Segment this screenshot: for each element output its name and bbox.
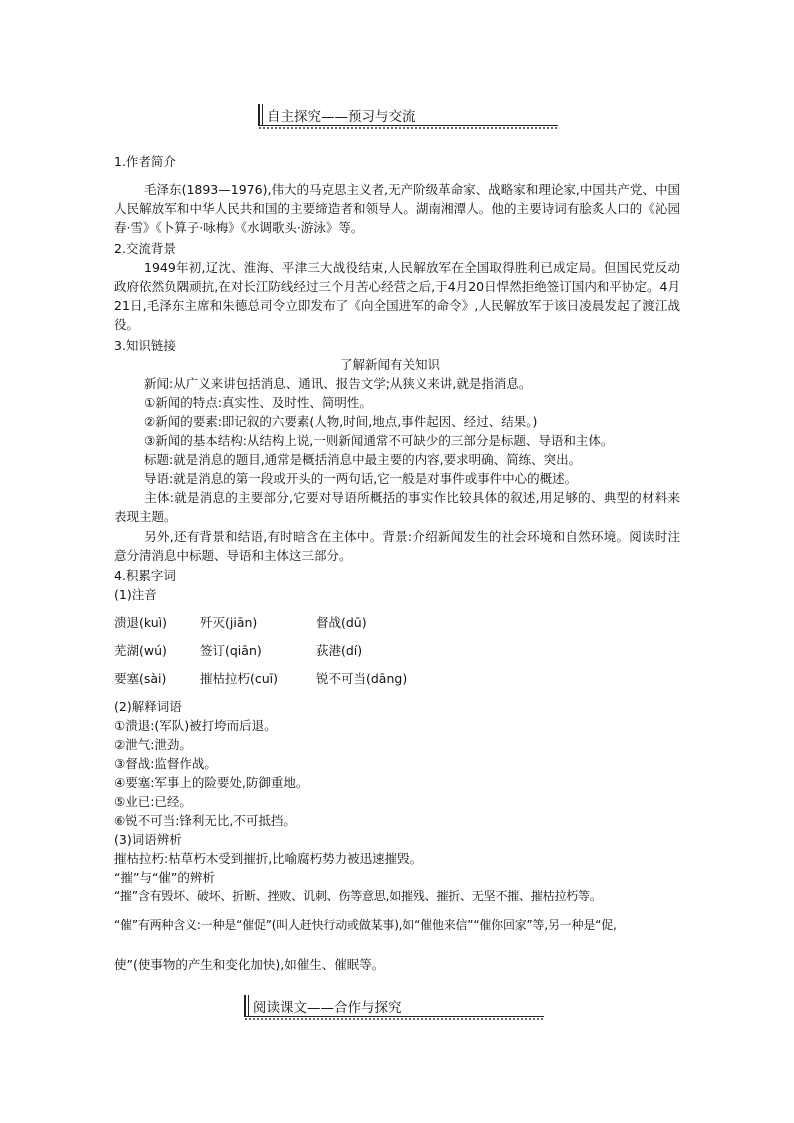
explanation-item: ③督战:监督作战。 xyxy=(114,756,217,771)
pinyin-item: 歼灭(jiān) xyxy=(200,615,258,630)
section-banner-2 xyxy=(244,993,544,1019)
author-intro-paragraph xyxy=(114,180,680,237)
pinyin-item: 要塞(sài) xyxy=(114,671,167,686)
heading-background: 2.交流背景 xyxy=(114,241,176,256)
knowledge-line: ②新闻的要素:即记叙的六要素(人物,时间,地点,事件起因、经过、结果。) xyxy=(144,414,538,429)
banner-dotted-line xyxy=(244,1018,544,1020)
knowledge-line: 新闻:从广义来讲包括消息、通讯、报告文学;从狭义来讲,就是指消息。 xyxy=(144,376,532,391)
explanation-item: ②泄气:泄劲。 xyxy=(114,737,192,752)
explanation-item: ⑤业已:已经。 xyxy=(114,794,192,809)
knowledge-line: 导语:就是消息的第一段或开头的一两句话,它一般是对事件或事件中心的概述。 xyxy=(144,471,578,486)
banner-underline xyxy=(244,1016,544,1017)
heading-author-intro: 1.作者简介 xyxy=(114,154,176,169)
knowledge-other-paragraph xyxy=(114,527,680,565)
banner-underline xyxy=(258,125,558,126)
subheading-pinyin: (1)注音 xyxy=(114,587,157,602)
pinyin-item: 摧枯拉朽(cuī) xyxy=(200,671,279,686)
subheading-explanations: (2)解释词语 xyxy=(114,699,182,714)
heading-vocabulary: 4.积累字词 xyxy=(114,568,176,583)
knowledge-body-text: 主体:就是消息的主要部分,它要对导语所概括的事实作比较具体的叙述,用足够的、典型的材料来表现主题。 xyxy=(114,490,680,524)
knowledge-other-text: 另外,还有背景和结语,有时暗含在主体中。背景:介绍新闻发生的社会环境和自然环境。阅读时注意分清消息中标题、导语和主体这三部分。 xyxy=(114,529,680,563)
pinyin-item: 芜湖(wú) xyxy=(114,643,167,658)
explanation-item: ①溃退:(军队)被打垮而后退。 xyxy=(114,718,277,733)
heading-knowledge-link: 3.知识链接 xyxy=(114,338,176,353)
pinyin-item: 荻港(dí) xyxy=(316,643,363,658)
section-banner-1 xyxy=(258,102,558,128)
analysis-line: “摧”含有毁坏、破坏、折断、挫败、讥刺、伤等意思,如摧残、摧折、无坚不摧、摧枯拉朽等。 xyxy=(114,889,602,903)
banner-bar xyxy=(248,995,249,1017)
knowledge-line: ③新闻的基本结构:从结构上说,一则新闻通常不可缺少的三部分是标题、导语和主体。 xyxy=(144,433,614,448)
pinyin-item: 督战(dū) xyxy=(316,615,367,630)
analysis-line: “摧”与“催”的辨析 xyxy=(114,870,215,885)
explanation-item: ⑥锐不可当:锋利无比,不可抵挡。 xyxy=(114,813,296,828)
analysis-line: “催”有两种含义:一种是“催促”(叫人赶快行动或做某事),如“催他来信”“催你回家”等,另一种是“促, xyxy=(114,918,617,932)
analysis-line: 摧枯拉朽:枯草朽木受到摧折,比喻腐朽势力被迅速摧毁。 xyxy=(114,851,423,866)
background-paragraph xyxy=(114,258,680,334)
background-text: 1949年初,辽沈、淮海、平津三大战役结束,人民解放军在全国取得胜利已成定局。但国民党反动政府依然负隅顽抗,在对长江防线经过三个月苦心经营之后,于4月20日悍然拒绝签订国内和平协定。4月21日,毛泽东主席和朱德总司令立即发布了《向全国进军的命令》,人民解放军于该日凌晨发起了渡江战役。 xyxy=(114,260,680,332)
knowledge-subtitle: 了解新闻有关知识 xyxy=(340,357,441,372)
banner-bar xyxy=(262,104,263,126)
banner-bar xyxy=(244,995,246,1017)
knowledge-body-paragraph xyxy=(114,488,680,526)
section-title: 阅读课文——合作与探究 xyxy=(253,1000,402,1016)
knowledge-line: ①新闻的特点:真实性、及时性、简明性。 xyxy=(144,395,372,410)
knowledge-line: 标题:就是消息的题目,通常是概括消息中最主要的内容,要求明确、简练、突出。 xyxy=(144,452,582,467)
banner-dotted-line xyxy=(258,127,558,129)
pinyin-item: 锐不可当(dāng) xyxy=(316,671,408,686)
explanation-item: ④要塞:军事上的险要处,防御重地。 xyxy=(114,775,309,790)
pinyin-item: 签订(qiān) xyxy=(200,643,262,658)
analysis-line: 使”(使事物的产生和变化加快),如催生、催眠等。 xyxy=(114,957,385,972)
banner-bar xyxy=(258,104,260,126)
subheading-analysis: (3)词语辨析 xyxy=(114,832,182,847)
section-title: 自主探究——预习与交流 xyxy=(267,109,416,125)
author-intro-text: 毛泽东(1893—1976),伟大的马克思主义者,无产阶级革命家、战略家和理论家,中国共产党、中国人民解放军和中华人民共和国的主要缔造者和领导人。湖南湘潭人。他的主要诗词有脍炙人口的《沁园春·雪》《卜算子·咏梅》《水调歌头·游泳》等。 xyxy=(114,182,680,235)
pinyin-item: 溃退(kuì) xyxy=(114,615,168,630)
